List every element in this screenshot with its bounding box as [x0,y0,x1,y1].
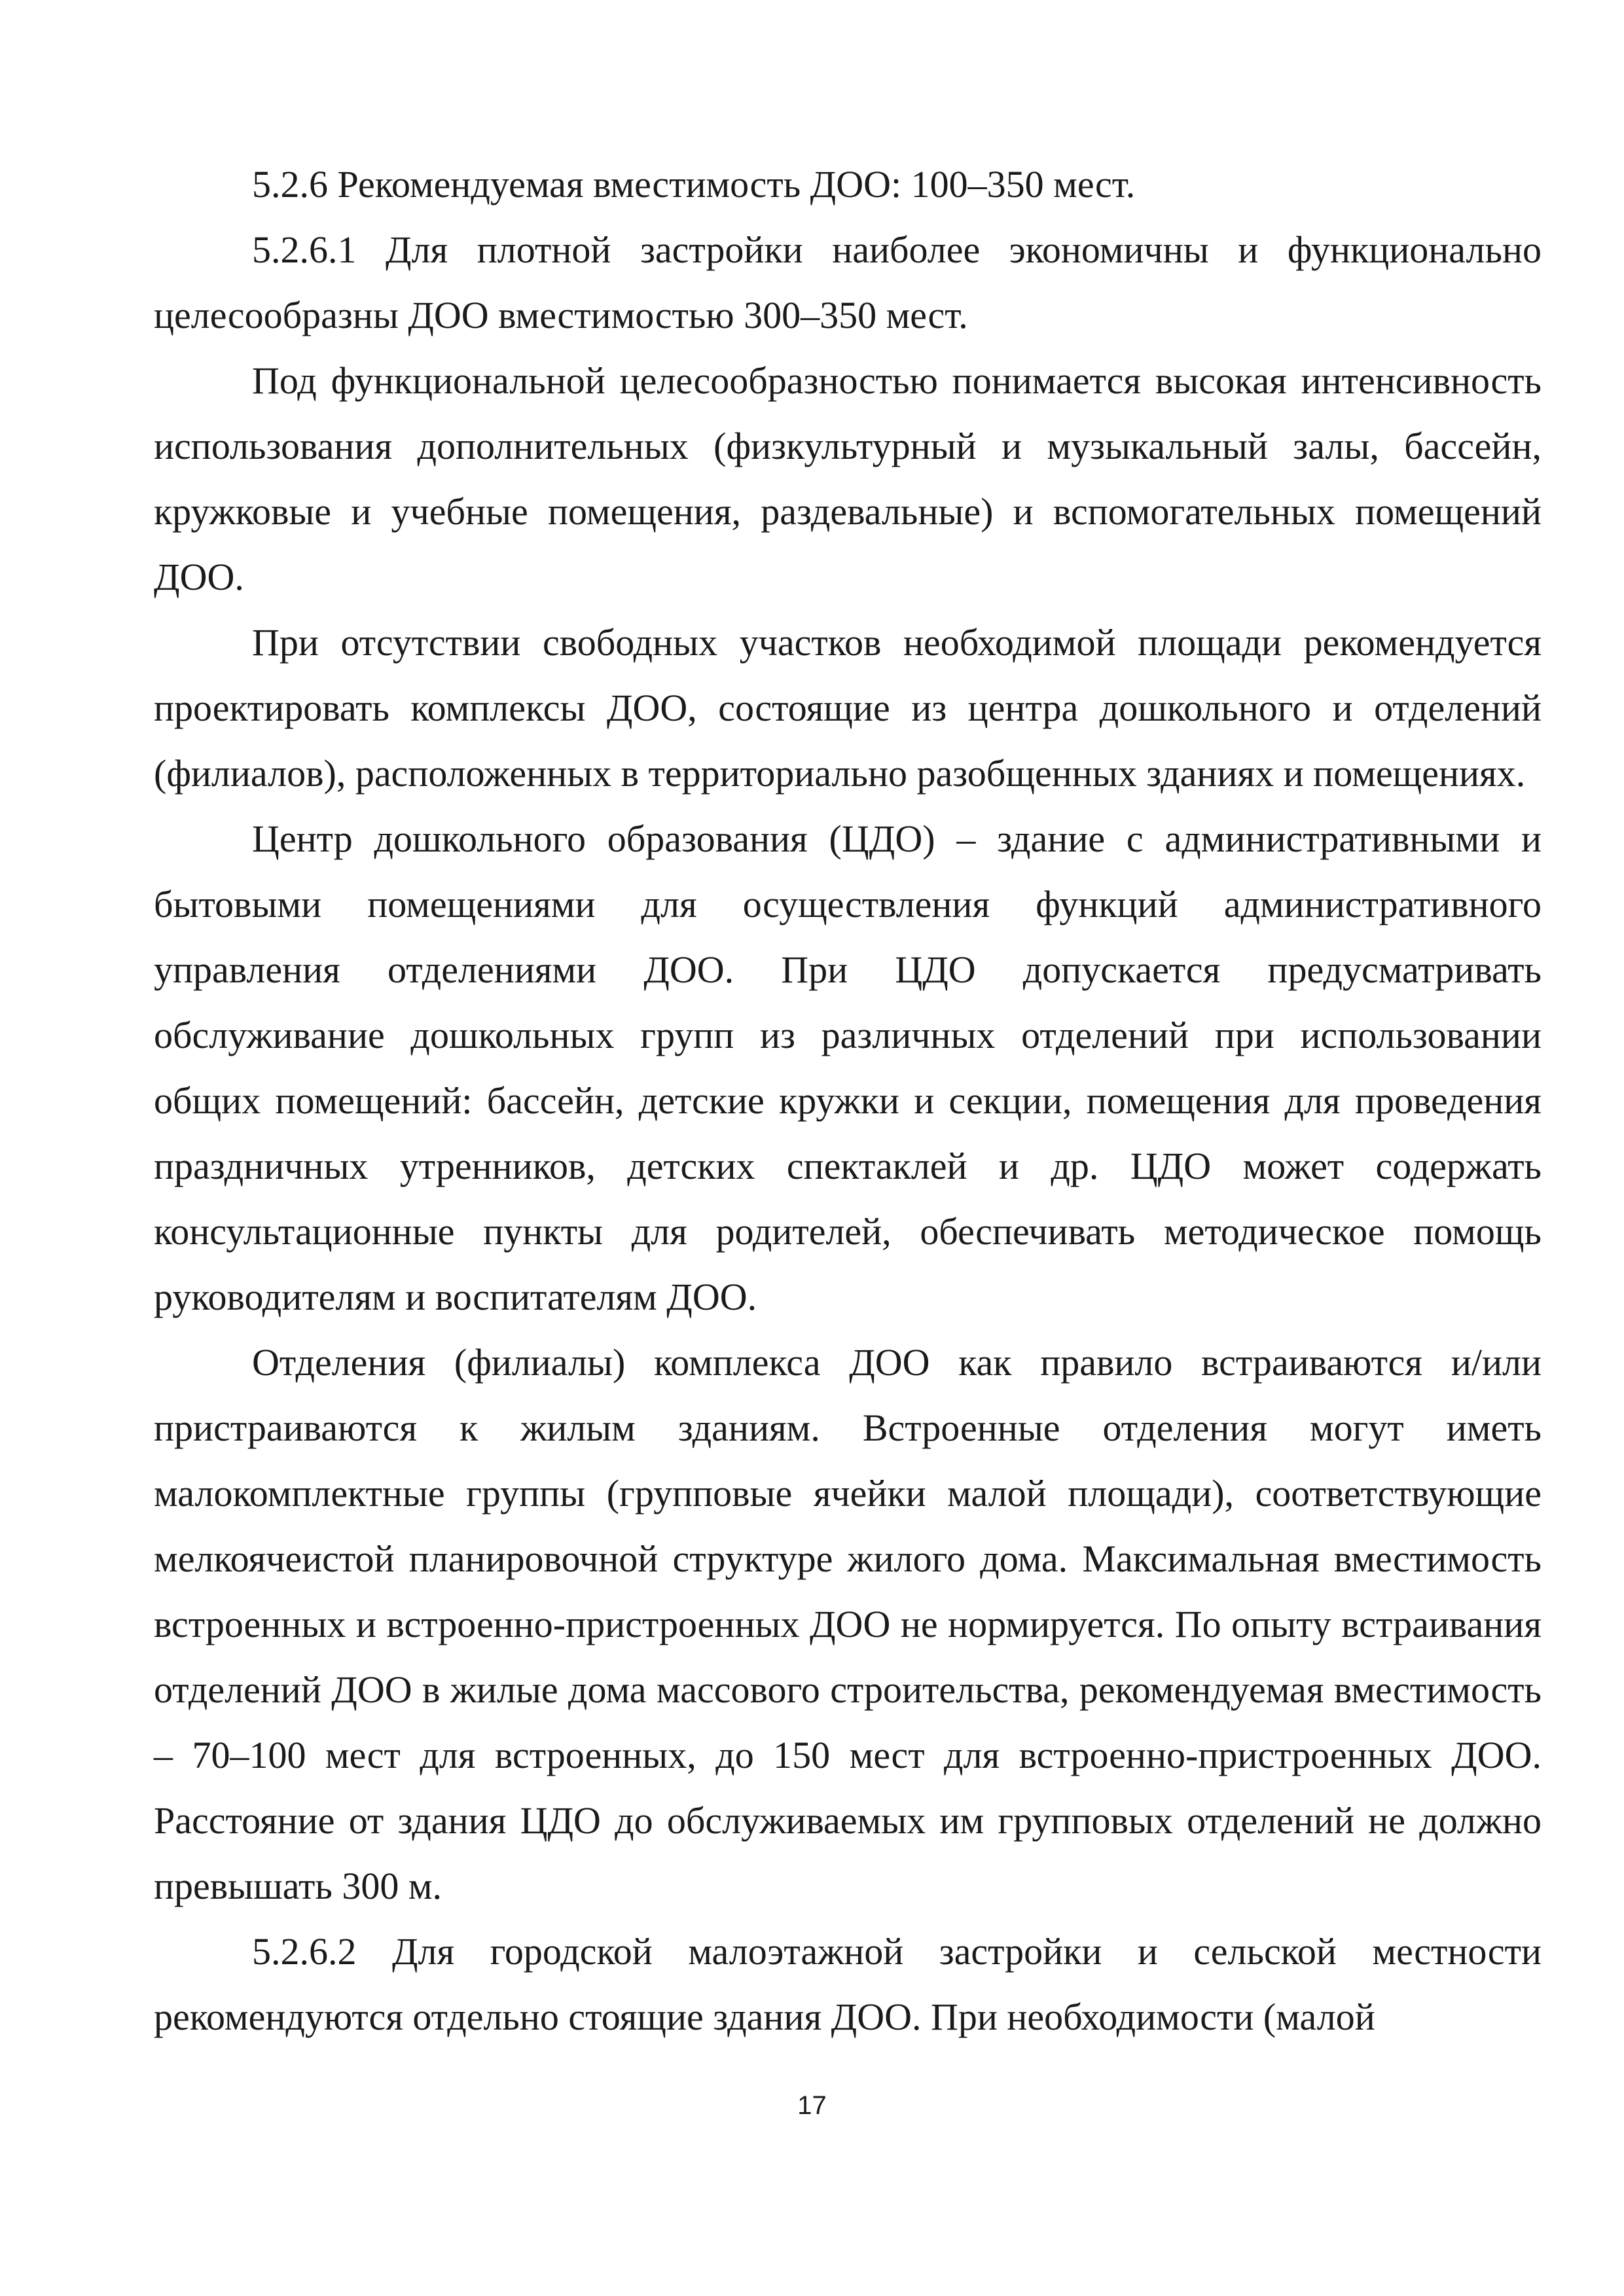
paragraph-branches: Отделения (филиалы) комплекса ДОО как правило встраиваются и/или пристраиваются к жилым зданиям. Встроенные отделения могут иметь малокомплектные группы (групповые ячейки малой площади), соответствующие мелкоячеистой планировочной структуре жилого дома. Максимальная вместимость встроенных и встроенно-пристроенных ДОО не нормируется. По опыту встраивания отделений ДОО в жилые дома массового строительства, рекомендуемая вместимость – 70–100 мест для встроенных, до 150 мест для встроенно-пристроенных ДОО. Расстояние от здания ЦДО до обслуживаемых им групповых отделений не должно превышать 300 м. [154,1341,1542,1907]
paragraph-preschool-center: Центр дошкольного образования (ЦДО) – здание с административными и бытовыми помещениями для осуществления функций административного управления отделениями ДОО. При ЦДО допускается предусматривать обслуживание дошкольных групп из различных отделений при использовании общих помещений: бассейн, детские кружки и секции, помещения для проведения праздничных утренников, детских спектаклей и др. ЦДО может содержать консультационные пункты для родителей, обеспечивать методическое помощь руководителям и воспитателям ДОО. [154,817,1542,1318]
paragraph-5-2-6-1: 5.2.6.1 Для плотной застройки наиболее экономичны и функционально целесообразны ДОО вместимостью 300–350 мест. [154,228,1542,336]
paragraph-functional-expediency: Под функциональной целесообразностью понимается высокая интенсивность использования дополнительных (физкультурный и музыкальный залы, бассейн, кружковые и учебные помещения, раздевальные) и вспомогательных помещений ДОО. [154,359,1542,598]
paragraph-5-2-6: 5.2.6 Рекомендуемая вместимость ДОО: 100–350 мест. [252,163,1136,206]
paragraph-5-2-6-2: 5.2.6.2 Для городской малоэтажной застройки и сельской местности рекомендуются отдельно стоящие здания ДОО. При необходимости (малой [154,1930,1542,2038]
page-number: 17 [797,2091,827,2120]
document-body [154,152,1542,2050]
paragraph-complexes: При отсутствии свободных участков необходимой площади рекомендуется проектировать комплексы ДОО, состоящие из центра дошкольного и отделений (филиалов), расположенных в территориально разобщенных зданиях и помещениях. [154,621,1542,795]
